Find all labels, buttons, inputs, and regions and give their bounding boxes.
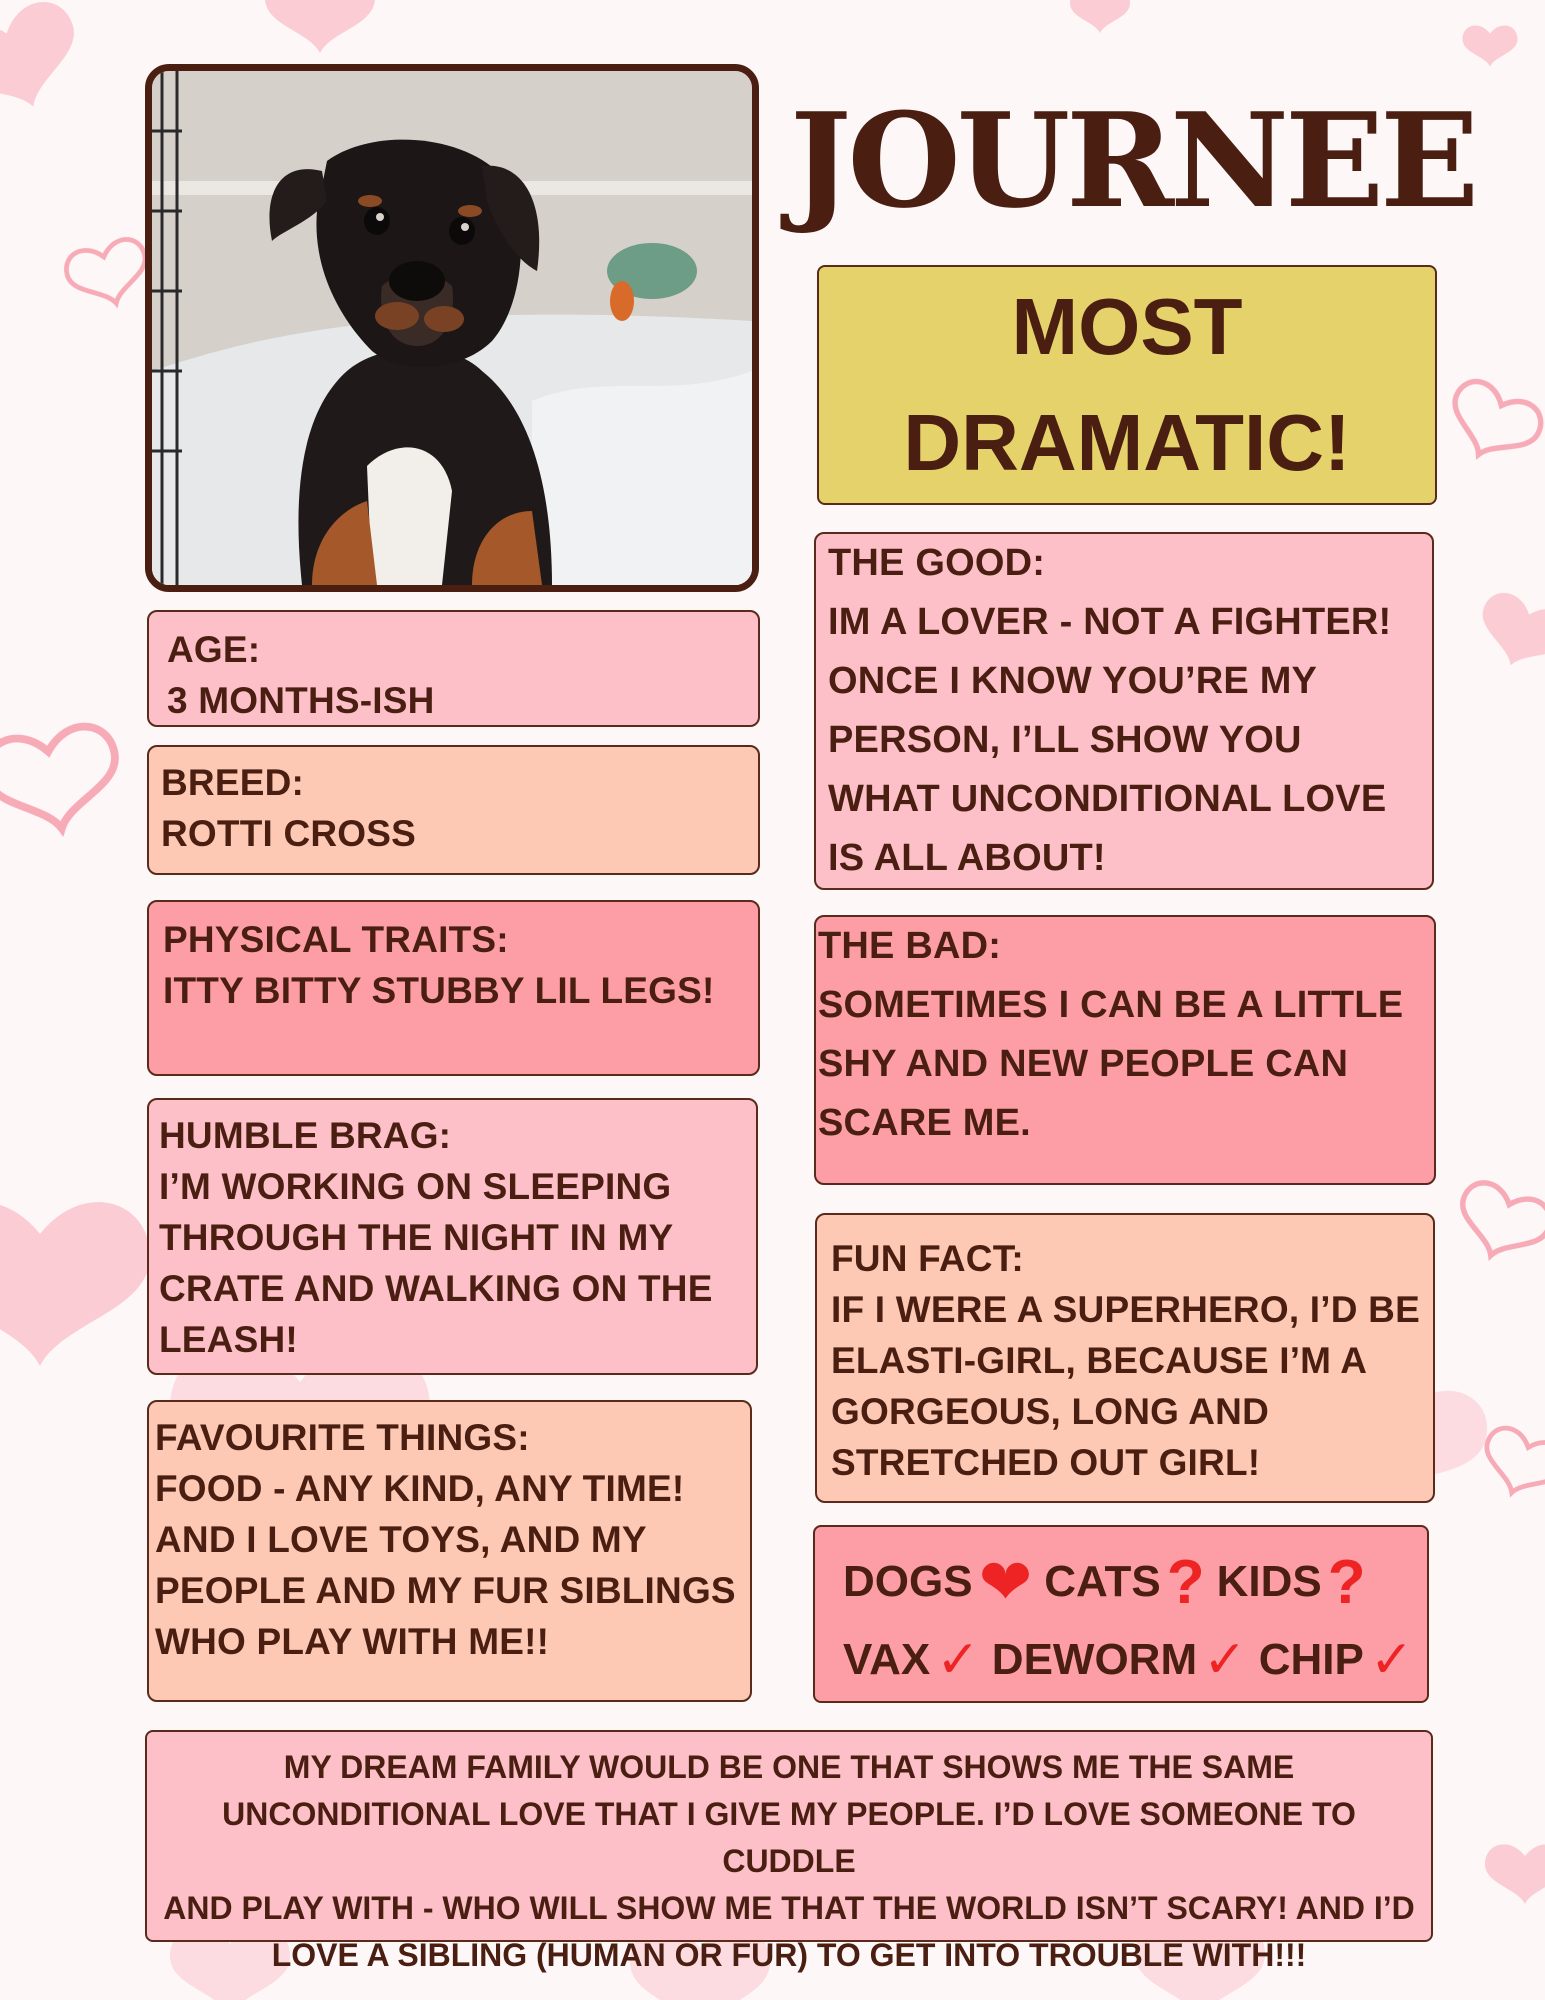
age-value: 3 MONTHS-ISH — [167, 680, 435, 721]
check-icon: ✓ — [1369, 1631, 1414, 1689]
physical-traits-value: ITTY BITTY STUBBY LIL LEGS! — [163, 970, 715, 1011]
vax-label: VAX — [843, 1635, 931, 1684]
breed-label: BREED: — [161, 762, 305, 803]
compatibility-box — [813, 1525, 1429, 1703]
dream-family-card — [145, 1730, 1433, 1973]
vax-item — [843, 1630, 988, 1690]
humble-brag-value: I’M WORKING ON SLEEPING THROUGH THE NIGHT IN MY CRATE AND WALKING ON THE LEASH! — [159, 1166, 713, 1360]
pet-name-title: JOURNEE — [790, 84, 1476, 237]
check-icon: ✓ — [936, 1631, 980, 1689]
cats-label: CATS — [1044, 1557, 1161, 1606]
age-label: AGE: — [167, 629, 261, 670]
the-good-card — [814, 532, 1434, 890]
physical-traits-label: PHYSICAL TRAITS: — [163, 919, 509, 960]
the-good-label: THE GOOD: — [828, 542, 1046, 584]
humble-brag-card — [147, 1098, 758, 1375]
the-bad-label: THE BAD: — [818, 925, 1002, 967]
kids-item — [1217, 1547, 1374, 1618]
badge-line-2: DRAMATIC! — [903, 398, 1351, 487]
medical-row — [843, 1625, 1417, 1695]
deworm-label: DEWORM — [991, 1635, 1198, 1684]
age-card — [147, 610, 760, 727]
question-icon: ? — [1166, 1547, 1205, 1617]
fun-fact-value: IF I WERE A SUPERHERO, I’D BE ELASTI-GIRL, BECAUSE I’M A GORGEOUS, LONG AND STRETCHED OUT GIRL! — [831, 1289, 1420, 1483]
puppy-photo — [145, 64, 759, 592]
check-icon: ✓ — [1203, 1631, 1247, 1689]
favourite-things-card — [147, 1400, 752, 1702]
dream-family-text: MY DREAM FAMILY WOULD BE ONE THAT SHOWS ME THE SAME UNCONDITIONAL LOVE THAT I GIVE MY PEOPLE. I’D LOVE SOMEONE TO CUDDLE AND PLAY WITH - WHO WILL SHOW ME THAT THE WORLD ISN’T SCARY! AND I’D LOVE A SIBLING (HUMAN OR FUR) TO GET INTO TROUBLE WITH!!! — [163, 1749, 1415, 1973]
favourite-things-label: FAVOURITE THINGS: — [155, 1417, 530, 1458]
question-icon: ? — [1327, 1547, 1366, 1617]
the-bad-card — [814, 915, 1436, 1185]
the-bad-value: SOMETIMES I CAN BE A LITTLE SHY AND NEW PEOPLE CAN SCARE ME. — [818, 984, 1404, 1144]
badge-line-1: MOST — [1011, 282, 1243, 371]
kids-label: KIDS — [1216, 1557, 1322, 1606]
dogs-label: DOGS — [843, 1557, 973, 1606]
chip-item — [1259, 1630, 1422, 1690]
chip-label: CHIP — [1258, 1635, 1364, 1684]
humble-brag-label: HUMBLE BRAG: — [159, 1115, 452, 1156]
compatibility-row — [843, 1547, 1417, 1617]
fun-fact-label: FUN FACT: — [831, 1238, 1024, 1279]
favourite-things-value: FOOD - ANY KIND, ANY TIME! AND I LOVE TOYS, AND MY PEOPLE AND MY FUR SIBLINGS WHO PLAY WITH ME!! — [155, 1468, 736, 1662]
breed-card — [147, 745, 760, 875]
most-dramatic-badge — [817, 265, 1437, 505]
physical-traits-card — [147, 900, 760, 1076]
fun-fact-card — [815, 1213, 1435, 1503]
breed-value: ROTTI CROSS — [161, 813, 417, 854]
dogs-item — [843, 1546, 1040, 1618]
the-good-value: IM A LOVER - NOT A FIGHTER! ONCE I KNOW YOU’RE MY PERSON, I’LL SHOW YOU WHAT UNCONDITIONAL LOVE IS ALL ABOUT! — [828, 601, 1392, 879]
deworm-item — [992, 1630, 1255, 1690]
heart-icon: ❤ — [978, 1546, 1033, 1618]
cats-item — [1044, 1547, 1212, 1618]
